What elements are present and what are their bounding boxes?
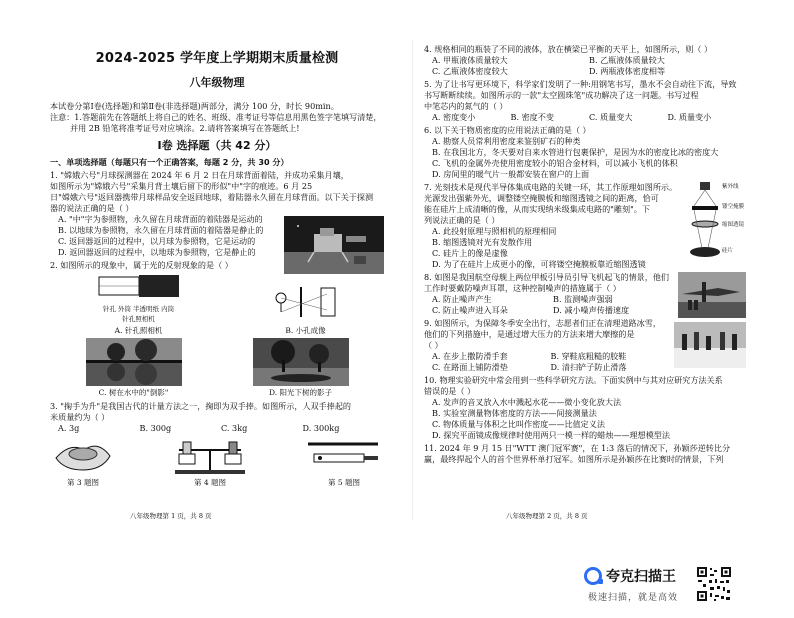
qr-code-icon[interactable] — [696, 566, 732, 602]
option: C. 质量变大 — [589, 112, 633, 122]
question-line: 光源发出强紫外光，调整镂空掩膜板和缩图透镜之间的距离，恰可 — [424, 193, 659, 203]
tree-reflection-figure — [86, 338, 182, 398]
option: B. 穿鞋底粗糙的胶鞋 — [550, 351, 627, 361]
question-line: 日"嫦娥六号"返回器携带月球样品安全返回地球，着陆器永久留在月球背面。以下关于探测 — [50, 191, 374, 202]
left-page-footer: 八年级物理第 1 页，共 8 页 — [130, 512, 212, 520]
option: B. 实验室测量物体密度的方法——间接测量法 — [432, 408, 597, 418]
option: C. 物体质量与体积之比叫作密度——比值定义法 — [432, 419, 605, 429]
question-stem: 4. 规格相同的瓶装了不同的液体，放在横梁已平衡的天平上，如图所示，则（ ） — [424, 44, 713, 54]
left-page — [50, 0, 384, 618]
fig-label: 紫外线 — [722, 184, 739, 190]
fig-label: 内筒 — [161, 304, 175, 313]
question-5 — [424, 79, 746, 123]
option: A. 密度变小 — [432, 112, 476, 122]
pinhole-camera-figure — [94, 273, 184, 337]
option: A. 甲瓶液体质量较大 — [432, 55, 508, 65]
option: A. 勘察人员常利用密度来鉴别矿石的种类 — [432, 136, 581, 146]
option: D. 房间里的暖气片一般都安装在窗户的上面 — [432, 169, 590, 179]
balance-scale-drawing — [165, 436, 255, 476]
option: D. 为了在硅片上成更小的像，可将镂空掩膜板靠近缩图透镜 — [432, 259, 646, 269]
question-line: 1. "嫦娥六号"月球探测器在 2024 年 6 月 2 日在月球背面着陆，并成功采集月壤， — [50, 169, 349, 180]
option: B. 缩图透镜对光有发散作用 — [432, 237, 533, 247]
option: B. 300g — [139, 422, 172, 433]
question-line: 错误的是（ ） — [424, 386, 476, 396]
instruction-line: 并用 2B 铅笔将准考证号对应填涂。2.请将答案填写在答题纸上! — [70, 122, 300, 133]
part-title: 一、单项选择题（每题只有一个正确答案，每题 2 分，共 30 分） — [50, 156, 289, 167]
option: A. 发声的音叉放入水中溅起水花——微小变化放大法 — [432, 397, 622, 407]
question-line: 8. 如图是我国航空母舰上两位甲板引导员引导飞机起飞的情景，他们 — [424, 272, 670, 282]
pinhole-imaging-drawing — [271, 282, 341, 324]
lithography-drawing — [688, 182, 722, 264]
figure-5 — [304, 436, 384, 488]
question-line: 赢，最终捍起个人的首个世界杯单打冠军。如图所示是孙颖莎在比赛时的情景，下列 — [424, 454, 724, 464]
quark-logo-icon — [584, 567, 602, 585]
option: B. 乙瓶液体质量较大 — [589, 55, 665, 65]
option: C. 防止噪声进入耳朵 — [432, 305, 508, 315]
question-7 — [424, 182, 746, 270]
question-line: 3. "掬手为升"是我国古代的计量方法之一，掬即为双手捧。如图所示，人双手捧起的 — [50, 400, 352, 411]
hands-holding-rice-drawing — [50, 436, 116, 476]
option: A. 此投射原理与照相机的原理相同 — [432, 226, 557, 236]
aircraft-carrier-photo — [678, 272, 746, 318]
pinhole-camera-drawing — [94, 273, 184, 303]
fig-caption: 针孔照相机 — [122, 315, 155, 324]
option: D. 阳光下树的影子 — [268, 388, 332, 398]
option: C. 3kg — [221, 422, 248, 433]
fig-caption: 第 5 题图 — [327, 477, 361, 487]
question-6 — [424, 125, 746, 180]
moon-lander-photo — [284, 216, 384, 274]
fig-label: 硅片 — [722, 248, 734, 254]
option: B. 以地球为参照物，永久留在月球背面的着陆器是静止的 — [58, 224, 264, 235]
brand-name: 夸克扫描王 — [606, 569, 676, 585]
option: A. "中"字为参照物，永久留在月球背面的着陆器是运动的 — [58, 213, 263, 224]
option: B. 在我国北方，冬天要对自来水管进行包裹保护，是因为水的密度比冰的密度大 — [432, 147, 719, 157]
option: C. 硅片上的像是虚像 — [432, 248, 508, 258]
snow-clearing-photo — [674, 322, 746, 368]
question-stem: 6. 以下关于物质密度的应用说法正确的是（ ） — [424, 125, 591, 135]
scanner-logo — [584, 566, 676, 586]
question-line: 米质量约为（ ） — [50, 411, 110, 422]
fig-caption: 第 3 题图 — [66, 477, 100, 487]
question-line: 器的说法正确的是（ ） — [50, 202, 134, 213]
question-line: 他们的下列措施中，是通过增大压力的方法来增大摩擦的是 — [424, 329, 635, 339]
option: D. 返回器返回的过程中，以地球为参照物，它是静止的 — [58, 246, 256, 257]
question-line: （ ） — [424, 340, 443, 350]
option: D. 300kg — [302, 422, 340, 433]
question-11 — [424, 443, 746, 465]
question-9 — [424, 318, 746, 373]
fig-label: 针孔 — [102, 304, 116, 313]
option: A. 在步上撒防滑手套 — [432, 351, 508, 361]
option: C. 树在水中的"倒影" — [98, 388, 169, 398]
section-title: Ⅰ卷 选择题（共 42 分） — [157, 138, 277, 152]
option: D. 质量变小 — [667, 112, 712, 122]
question-line: 5. 为了让书写更环境下，科学家们发明了一种:用钢笔书写，墨水不会自动往下流，导致 — [424, 79, 737, 89]
option: D. 清扫铲子防止滑落 — [550, 362, 627, 372]
option: D. 探究平面镜成像规律时使用两只一模一样的蜡烛——理想模型法 — [432, 430, 670, 440]
question-4 — [424, 44, 746, 77]
fig-caption: 第 4 题图 — [193, 477, 227, 487]
question-1 — [50, 170, 384, 258]
option: A. 3g — [58, 422, 80, 433]
question-3 — [50, 401, 384, 488]
brand-slogan: 极速扫描，就是高效 — [588, 593, 679, 603]
question-line: 列说法正确的是（ ） — [424, 215, 500, 225]
question-line: 11. 2024 年 9 月 15 日"WTT 澳门冠军赛"，在 1:3 落后的情况下，孙颖莎逆转比分 — [424, 443, 731, 453]
instruction-line: 本试卷分第Ⅰ卷(选择题)和第Ⅱ卷(非选择题)两部分，满分 100 分，时长 90min。 — [50, 100, 339, 111]
page-divider — [412, 40, 413, 520]
question-line: 10. 物理实验研究中常会用到一些科学研究方法。下面实例中与其对应研究方法关系 — [424, 375, 723, 385]
option: B. 小孔成像 — [285, 326, 326, 336]
instruction-line: 注意：1.答题前先在答题纸上将自己的姓名、班级、准考证号等信息用黑色签字笔填写清楚， — [50, 111, 382, 122]
fig-label: 半透明纸 — [133, 304, 160, 313]
option: C. 飞机的金属外壳使用密度较小的铝合金材料，可以减小飞机的体积 — [432, 158, 678, 168]
option: C. 在路面上铺防滑垫 — [432, 362, 508, 372]
exam-title: 2024-2025 学年度上学期期末质量检测 — [95, 51, 339, 66]
tree-shadow-photo — [253, 338, 349, 386]
option: C. 返回器返回的过程中，以月球为参照物，它是运动的 — [58, 235, 256, 246]
question-stem: 2. 如图所示的现象中，属于光的反射现象的是（ ） — [50, 259, 233, 270]
exam-subject: 八年级物理 — [189, 75, 245, 89]
question-2 — [50, 260, 384, 399]
question-10 — [424, 375, 746, 441]
tree-reflection-photo — [86, 338, 182, 386]
option: B. 密度不变 — [510, 112, 554, 122]
question-line: 中笔芯内的氮气的（ ） — [424, 101, 508, 111]
question-line: 9. 如图所示，为保障冬季安全出行，志愿者们正在清理道路冰雪， — [424, 318, 661, 328]
figure-3 — [50, 436, 116, 488]
lithography-figure — [688, 182, 746, 267]
space-pen-drawing — [304, 436, 384, 476]
fig-label: 缩图透镜 — [722, 222, 745, 228]
option: B. 监测噪声强弱 — [553, 294, 613, 304]
pinhole-imaging-figure — [271, 282, 341, 336]
fig-label: 外筒 — [117, 304, 131, 313]
option: A. 防止噪声产生 — [432, 294, 492, 304]
option: C. 乙瓶液体密度较大 — [432, 66, 508, 76]
question-line: 如图所示为"嫦娥六号"采集月背土壤后留下的形似"中"字的痕迹。6 月 25 — [50, 180, 313, 191]
right-page — [424, 0, 746, 618]
option: A. 针孔照相机 — [114, 326, 163, 336]
option: D. 减小噪声传播速度 — [553, 305, 630, 315]
option: D. 两瓶液体密度相等 — [589, 66, 666, 76]
fig-label: 镂空掩膜 — [722, 204, 745, 210]
tree-shadow-figure — [253, 338, 349, 398]
right-page-footer: 八年级物理第 2 页，共 8 页 — [506, 512, 588, 520]
question-line: 工作时要戴防噪声耳罩，这种控制噪声的措施属于（ ） — [424, 283, 621, 293]
question-line: 7. 光刻技术是现代半导体集成电路的关键一环，其工作原理如图所示。 — [424, 182, 678, 192]
figure-4 — [165, 436, 255, 488]
question-line: 能在硅片上成清晰的像，从而实现纳米级集成电路的"雕刻"。下 — [424, 204, 650, 214]
question-line: 书写断断续续。如图所示的一款"太空圆珠笔"成功解决了这一问题。书写过程 — [424, 90, 699, 100]
question-8 — [424, 272, 746, 316]
